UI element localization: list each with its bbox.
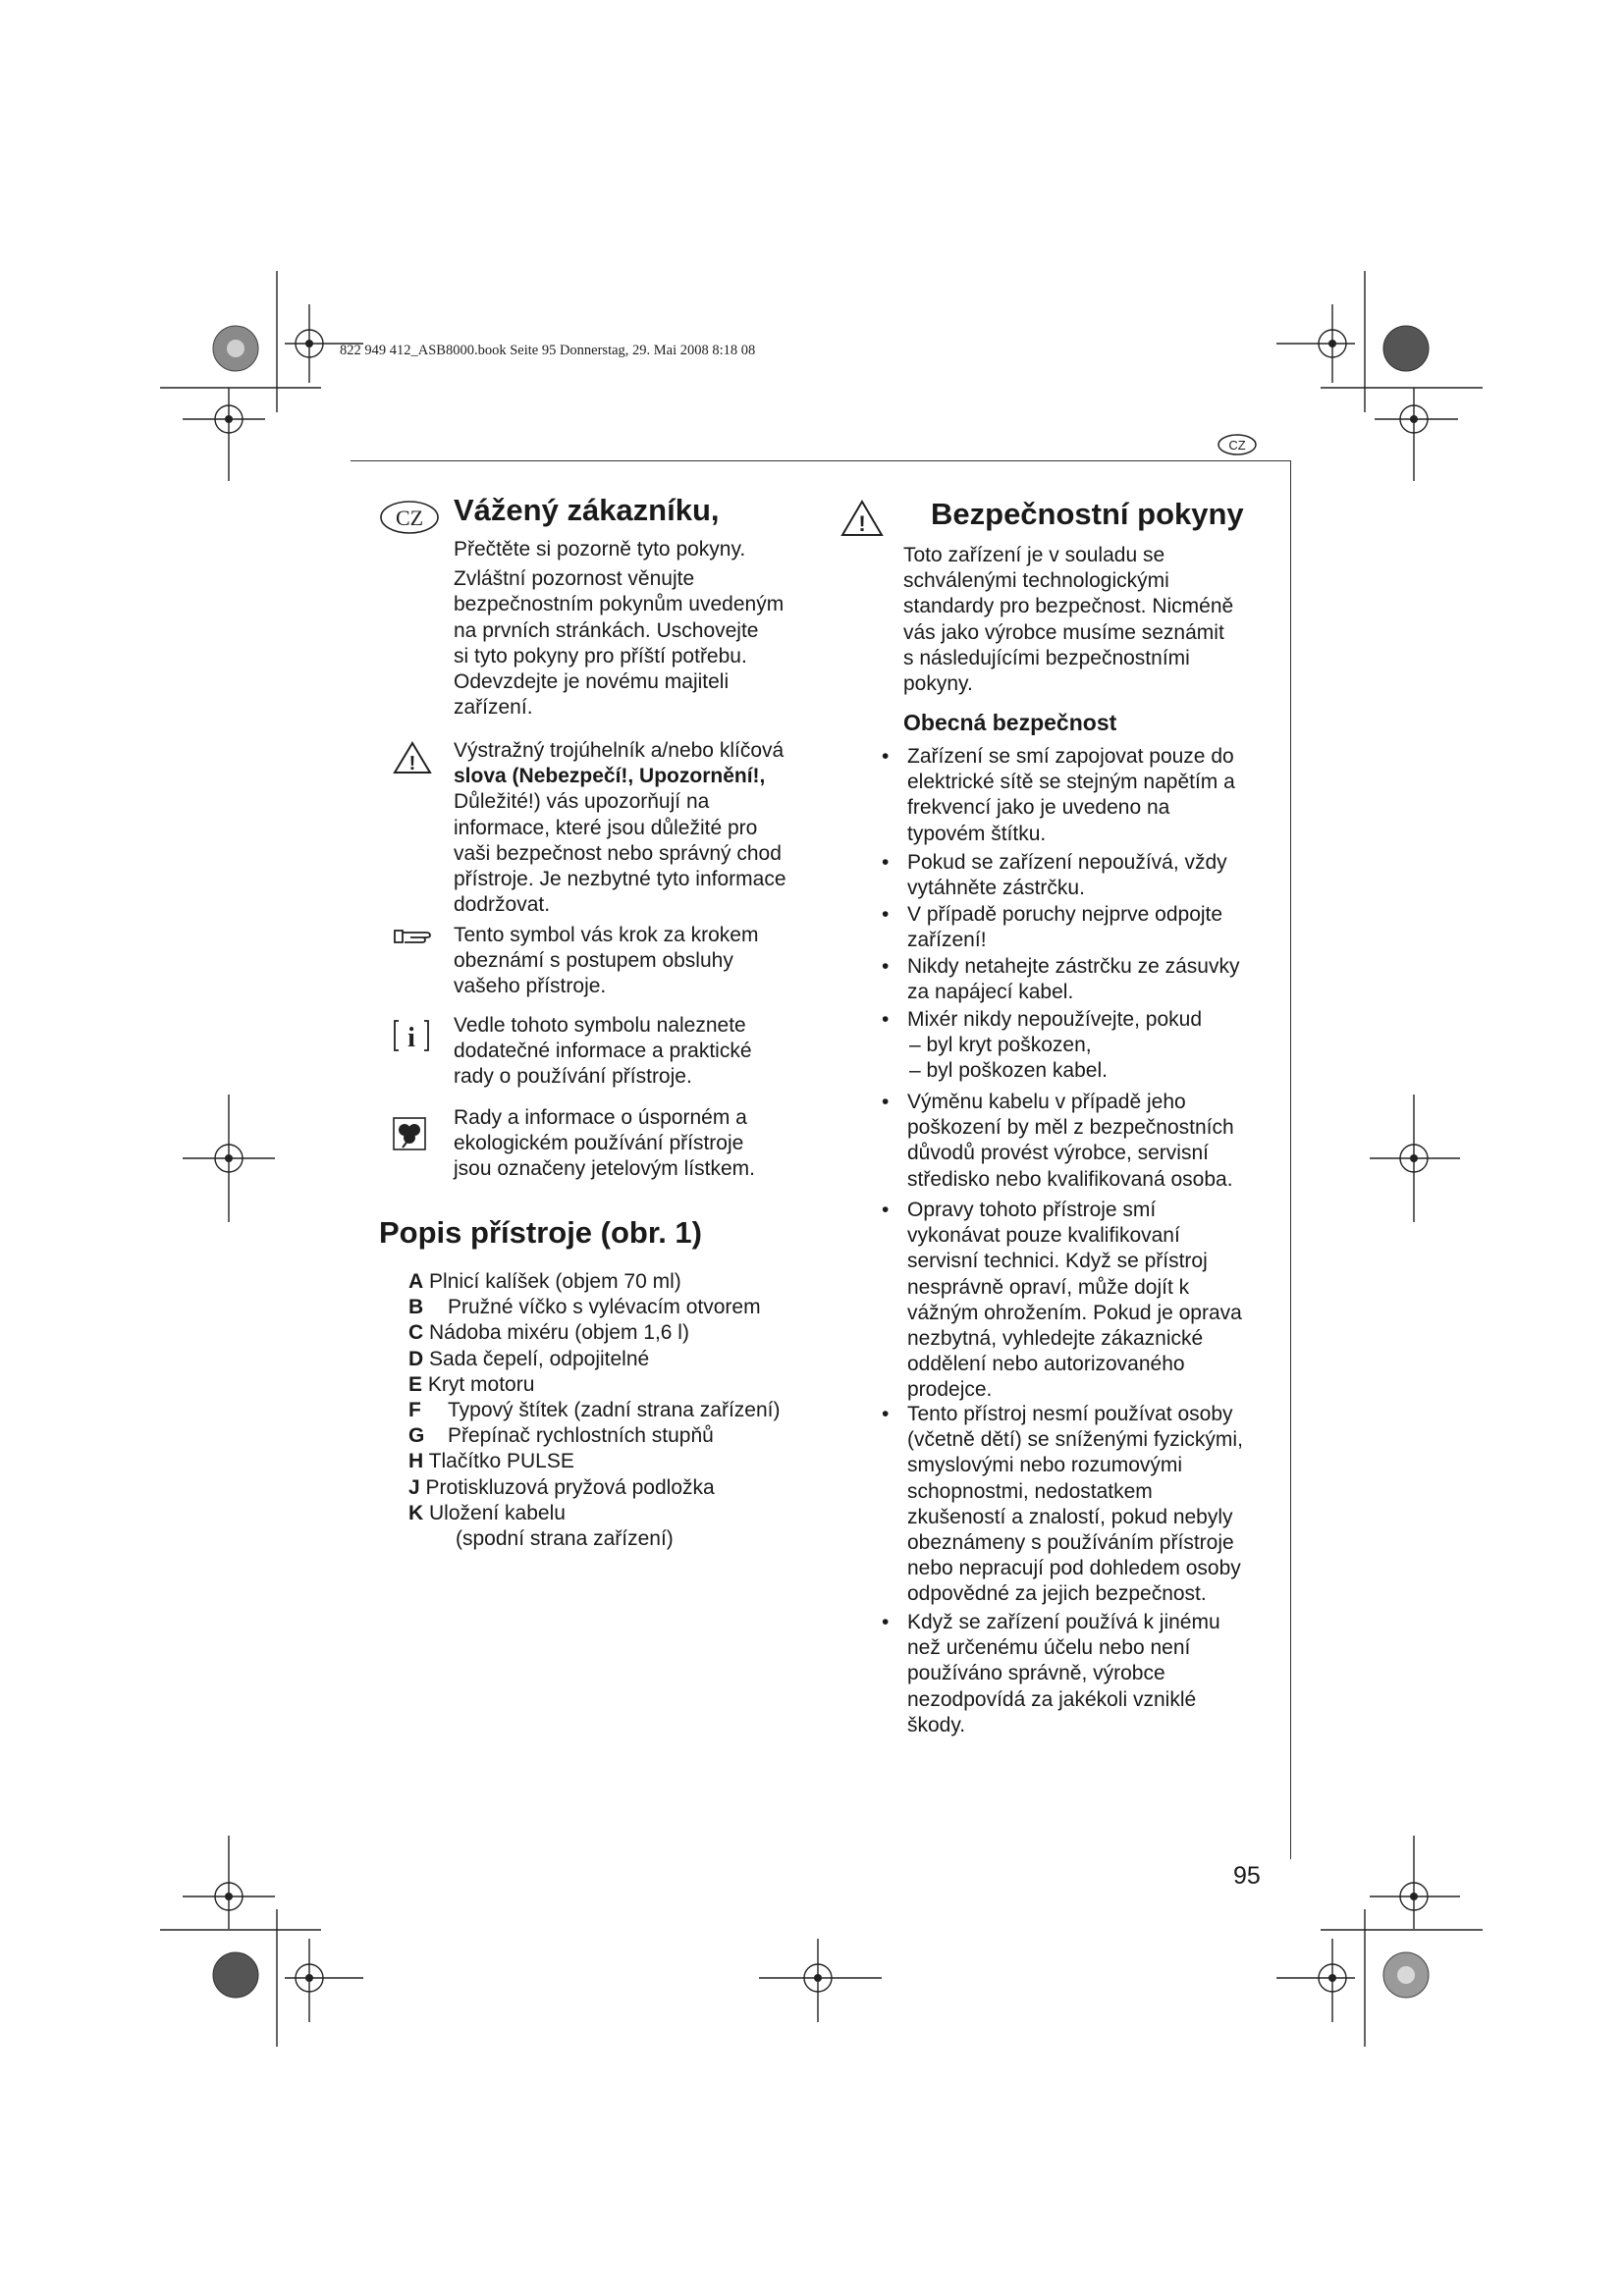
text-line: nesprávně opraví, může dojít k: [907, 1275, 1190, 1299]
text-line: Zvláštní pozornost věnujte: [454, 567, 695, 591]
part-key: K: [408, 1501, 424, 1524]
bullet-text: [907, 1610, 1274, 1738]
bullet-text: [907, 902, 1274, 953]
bullet-dot: •: [882, 1008, 890, 1031]
part-label: Pružné víčko s vylévacím otvorem: [448, 1296, 761, 1319]
part-key: A: [408, 1270, 424, 1293]
text-line: vážným ohrožením. Pokud je oprava: [907, 1301, 1242, 1324]
part-label: Uložení kabelu: [429, 1501, 566, 1524]
text-line: typovém štítku.: [907, 822, 1047, 845]
text-line: Tento symbol vás krok za krokem: [454, 924, 759, 946]
text-line: vykonávat pouze kvalifikovaní: [907, 1224, 1180, 1248]
text-line: Zařízení se smí zapojovat pouze do: [907, 745, 1234, 768]
list-item: [408, 1423, 850, 1449]
safety-intro: [903, 543, 1296, 697]
part-key: D: [408, 1347, 424, 1370]
part-label: Přepínač rychlostních stupňů: [448, 1424, 714, 1448]
text-line: vašeho přístroje.: [454, 975, 607, 998]
page-number: 95: [1233, 1862, 1261, 1890]
part-label: Kryt motoru: [427, 1372, 535, 1396]
list-item: [408, 1269, 850, 1295]
language-badge: [1217, 433, 1258, 461]
text-line: informace, které jsou důležité pro: [454, 816, 758, 839]
safety-title: Bezpečnostní pokyny: [931, 497, 1244, 531]
list-item: [408, 1347, 850, 1372]
bullet-text: [907, 1090, 1274, 1193]
bullet-dot: •: [882, 1199, 890, 1221]
cz-badge-icon: [379, 499, 440, 541]
text-line: zkušeností a znalostí, pokud nebyly: [907, 1505, 1233, 1528]
part-label: Typový štítek (zadní strana zařízení): [448, 1399, 781, 1422]
part-key: E: [408, 1372, 423, 1396]
bullet-dot: •: [882, 1403, 890, 1425]
print-slug: 822 949 412_ASB8000.book Seite 95 Donnerstag, 29. Mai 2008 8:18 08: [340, 343, 756, 358]
text-line: si tyto pokyny pro příští potřebu.: [454, 644, 747, 667]
text-line: prodejce.: [907, 1378, 993, 1402]
bullet-dot: •: [882, 903, 890, 926]
text-line: obeznámeny s používáním přístroje: [907, 1531, 1234, 1555]
text-line: za napájecí kabel.: [907, 981, 1074, 1004]
text-line: dodržovat.: [454, 893, 551, 917]
part-key: C: [408, 1321, 424, 1345]
info-icon: [393, 1019, 430, 1057]
svg-text:!: !: [858, 511, 866, 536]
parts-section-title: Popis přístroje (obr. 1): [379, 1215, 702, 1250]
intro-text: [454, 537, 846, 721]
pointing-hand-icon: [393, 925, 438, 953]
bullet-dot: •: [882, 745, 890, 768]
text-line: poškození by měl z bezpečnostních: [907, 1116, 1234, 1140]
text-line: jsou označeny jetelovým lístkem.: [454, 1157, 755, 1181]
bullet-text: [907, 850, 1274, 901]
text-line: vytáhněte zástrčku.: [907, 877, 1085, 900]
bullet-dot: •: [882, 1091, 890, 1113]
bullet-text: [907, 744, 1274, 847]
text-line: slova (Nebezpečí!, Upozornění!,: [454, 765, 766, 788]
text-line: přístroje. Je nezbytné tyto informace: [454, 868, 786, 891]
text-line: frekvencí jako je uvedeno na: [907, 796, 1170, 820]
svg-text:!: !: [408, 753, 416, 774]
text-line: Tento přístroj nesmí používat osoby: [907, 1403, 1233, 1425]
text-line: používáno správně, výrobce: [907, 1662, 1165, 1685]
part-key: H: [408, 1450, 424, 1473]
text-line: na prvních stránkách. Uschovejte: [454, 618, 759, 642]
list-item: [408, 1449, 850, 1474]
text-line: oddělení nebo autorizovaného: [907, 1353, 1185, 1376]
text-line: Když se zařízení používá k jinému: [907, 1611, 1220, 1633]
text-line: škody.: [907, 1713, 966, 1736]
clover-leaf-icon: [393, 1117, 426, 1155]
text-line: nezbytná, vyhledejte zákaznické: [907, 1327, 1204, 1351]
text-line: pokyny.: [903, 672, 973, 696]
text-line: odpovědné za jejich bezpečnost.: [907, 1582, 1207, 1606]
bullet-dot: •: [882, 851, 890, 874]
text-line: Výměnu kabelu v případě jeho: [907, 1091, 1186, 1113]
text-line: schopnostmi, nedostatkem: [907, 1479, 1153, 1503]
bullet-text: [907, 1198, 1274, 1404]
list-item-continuation: (spodní strana zařízení): [456, 1527, 674, 1551]
list-item: [408, 1501, 850, 1526]
general-safety-subtitle: Obecná bezpečnost: [903, 710, 1117, 735]
list-item: [408, 1398, 850, 1423]
text-line: bezpečnostním pokynům uvedeným: [454, 593, 785, 616]
text-line: servisní technici. Když se přístroj: [907, 1250, 1208, 1273]
text-line: Toto zařízení je v souladu se: [903, 544, 1165, 566]
text-line: obeznámí s postupem obsluhy: [454, 949, 733, 973]
text-line: Vedle tohoto symbolu naleznete: [454, 1014, 746, 1037]
list-item: [408, 1475, 850, 1501]
safety-warning-icon: [840, 499, 884, 543]
text-line: – byl kryt poškozen,: [909, 1034, 1092, 1057]
part-label: Nádoba mixéru (objem 1,6 l): [429, 1321, 689, 1345]
cz-badge-text: CZ: [395, 506, 424, 530]
text-line: Výstražný trojúhelník a/nebo klíčová: [454, 739, 785, 762]
text-line: nezodpovídá za jakékoli vzniklé: [907, 1687, 1197, 1711]
part-label: Tlačítko PULSE: [428, 1450, 574, 1473]
bullet-dot: •: [882, 955, 890, 978]
bullet-text: [907, 1402, 1274, 1608]
text-line: standardy pro bezpečnost. Nicméně: [903, 595, 1234, 618]
text-line: nebo nepracují pod dohledem osoby: [907, 1557, 1241, 1580]
text-line: vaši bezpečnost nebo správný chod: [454, 841, 782, 865]
part-key: F: [408, 1399, 421, 1422]
bullet-text: [907, 1007, 1274, 1085]
text-line: Důležité!) vás upozorňují na: [454, 790, 710, 814]
warning-triangle-icon: [393, 740, 432, 780]
text-line: Odevzdejte je novému majiteli: [454, 670, 730, 694]
part-key: B: [408, 1296, 424, 1319]
frame-top-rule: [351, 460, 1291, 461]
text-line: důvodů provést výrobce, servisní: [907, 1142, 1209, 1165]
list-item: [408, 1320, 850, 1346]
text-line: – byl poškozen kabel.: [909, 1059, 1108, 1083]
text-line: rady o používání přístroje.: [454, 1065, 692, 1089]
text-line: Pokud se zařízení nepoužívá, vždy: [907, 851, 1227, 874]
bullet-text: [907, 954, 1274, 1005]
text-line: vás jako výrobce musíme seznámit: [903, 620, 1224, 644]
bullet-dot: •: [882, 1611, 890, 1633]
part-key: J: [408, 1475, 420, 1499]
language-badge-text: CZ: [1228, 438, 1246, 453]
text-line: Opravy tohoto přístroje smí: [907, 1199, 1157, 1221]
text-line: než určenému účelu nebo není: [907, 1636, 1191, 1660]
text-line: zařízení!: [907, 929, 987, 952]
text-line: Mixér nikdy nepoužívejte, pokud: [907, 1008, 1202, 1031]
text-line: Rady a informace o úsporném a: [454, 1106, 747, 1129]
list-item: [408, 1295, 850, 1320]
text-line: dodatečné informace a praktické: [454, 1040, 752, 1063]
part-label: Sada čepelí, odpojitelné: [429, 1347, 650, 1370]
text-line: elektrické sítě se stejným napětím a: [907, 771, 1235, 794]
list-item: [408, 1372, 850, 1398]
text-line: ekologickém používání přístroje: [454, 1132, 744, 1155]
text-line: s následujícími bezpečnostními: [903, 646, 1190, 669]
part-label: Plnicí kalíšek (objem 70 ml): [429, 1270, 681, 1293]
text-line: V případě poruchy nejprve odpojte: [907, 903, 1223, 926]
text-line: Přečtěte si pozorně tyto pokyny.: [454, 538, 746, 561]
text-line: smyslovými nebo rozumovými: [907, 1454, 1183, 1477]
part-key: G: [408, 1424, 425, 1448]
parts-list: [408, 1269, 850, 1552]
customer-greeting-title: Vážený zákazníku,: [454, 493, 720, 527]
text-line: schválenými technologickými: [903, 569, 1169, 593]
text-line: (včetně dětí) se sníženými fyzickými,: [907, 1428, 1243, 1452]
text-line: Nikdy netahejte zástrčku ze zásuvky: [907, 955, 1240, 978]
part-label: Protiskluzová pryžová podložka: [425, 1475, 715, 1499]
svg-text:i: i: [407, 1023, 415, 1052]
text-line: zařízení.: [454, 696, 533, 720]
text-line: středisko nebo kvalifikovaná osoba.: [907, 1167, 1233, 1191]
